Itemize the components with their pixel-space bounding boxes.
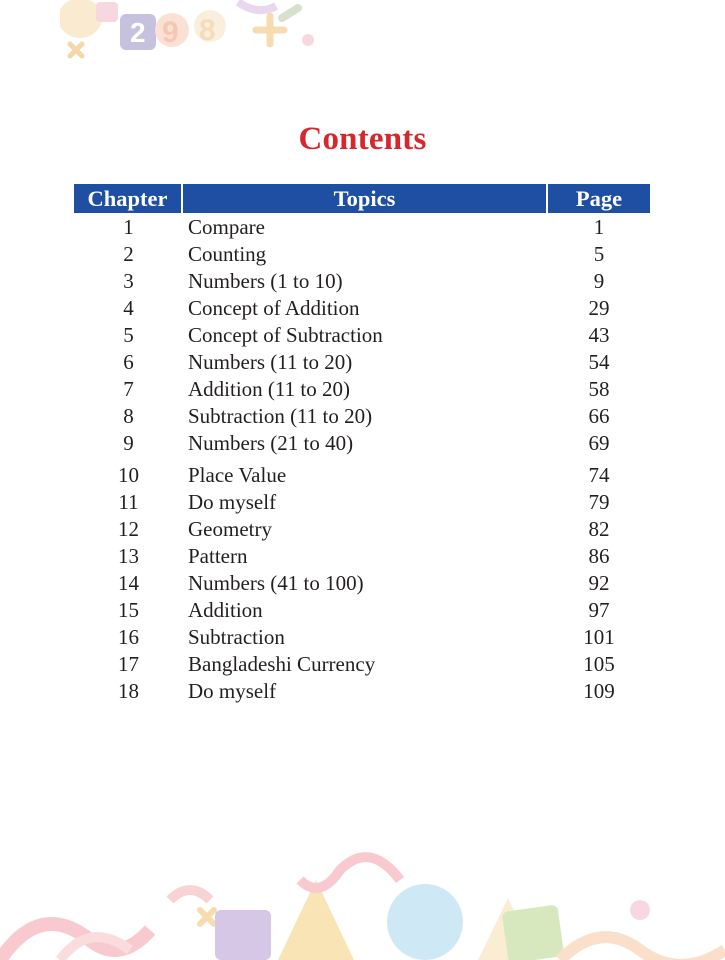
topic-title: Addition (11 to 20) — [188, 376, 350, 401]
chapter-number: 6 — [123, 349, 134, 374]
chapter-number: 5 — [123, 322, 134, 347]
svg-text:9: 9 — [162, 16, 179, 49]
topic-title: Counting — [188, 241, 267, 266]
chapter-number: 1 — [123, 214, 134, 239]
page-number: 86 — [588, 543, 610, 568]
chapter-number: 2 — [123, 241, 134, 266]
chapter-number: 3 — [123, 268, 134, 293]
page-number: 82 — [588, 516, 610, 541]
page-number: 5 — [593, 241, 605, 266]
header-chapter: Chapter — [74, 184, 181, 213]
top-decoration — [60, 0, 330, 62]
toc-row — [74, 376, 650, 402]
toc-row — [74, 241, 650, 267]
chapter-number: 18 — [118, 678, 139, 703]
page-number: 101 — [583, 624, 615, 649]
header-topics: Topics — [183, 184, 546, 213]
topic-title: Concept of Subtraction — [188, 322, 383, 347]
chapter-number: 13 — [118, 543, 139, 568]
topic-title: Do myself — [188, 678, 277, 703]
toc-row — [74, 624, 650, 650]
topic-title: Numbers (41 to 100) — [188, 570, 364, 595]
page-number: 97 — [588, 597, 610, 622]
chapter-number: 4 — [123, 295, 134, 320]
page-number: 109 — [583, 678, 615, 703]
chapter-number: 7 — [123, 376, 134, 401]
topic-title: Pattern — [188, 543, 248, 568]
topic-title: Numbers (11 to 20) — [188, 349, 353, 374]
page-number: 43 — [588, 322, 610, 347]
header-page: Page — [548, 184, 650, 213]
chapter-number: 8 — [123, 403, 134, 428]
chapter-number: 11 — [118, 489, 139, 514]
chapter-number: 10 — [118, 462, 139, 487]
topic-title: Numbers (21 to 40) — [188, 430, 354, 455]
toc-row — [74, 651, 650, 677]
toc-row — [74, 295, 650, 321]
chapter-number: 12 — [118, 516, 139, 541]
toc-row — [74, 322, 650, 348]
toc-row — [74, 349, 650, 375]
page-number: 58 — [588, 376, 610, 401]
toc-row — [74, 516, 650, 542]
topic-title: Compare — [188, 214, 265, 239]
page-title: Contents — [298, 121, 427, 157]
page-number: 69 — [588, 430, 610, 455]
bottom-decoration — [0, 840, 725, 960]
page-number: 1 — [593, 214, 605, 239]
chapter-number: 17 — [118, 651, 139, 676]
chapter-number: 16 — [118, 624, 139, 649]
topic-title: Bangladeshi Currency — [188, 651, 376, 676]
page-number: 79 — [588, 489, 610, 514]
chapter-number: 14 — [118, 570, 139, 595]
toc-row — [74, 462, 650, 488]
topic-title: Do myself — [188, 489, 277, 514]
page-number: 74 — [588, 462, 610, 487]
toc-row — [74, 430, 650, 456]
page-number: 92 — [588, 570, 610, 595]
toc-row — [74, 403, 650, 429]
topic-title: Numbers (1 to 10) — [188, 268, 343, 293]
topic-title: Place Value — [188, 462, 287, 487]
topic-title: Subtraction (11 to 20) — [188, 403, 373, 428]
topic-title: Geometry — [188, 516, 272, 541]
toc-row — [74, 268, 650, 294]
chapter-number: 15 — [118, 597, 139, 622]
topic-title: Concept of Addition — [188, 295, 360, 320]
page-number: 29 — [588, 295, 610, 320]
toc-row — [74, 543, 650, 569]
toc-header — [74, 184, 650, 213]
chapter-number: 9 — [123, 430, 134, 455]
toc-row — [74, 489, 650, 515]
page-number: 54 — [588, 349, 610, 374]
toc-row — [74, 597, 650, 623]
svg-text:2: 2 — [130, 17, 146, 48]
svg-text:8: 8 — [199, 14, 216, 47]
toc-row — [74, 678, 650, 704]
toc-row — [74, 570, 650, 596]
topic-title: Subtraction — [188, 624, 285, 649]
page-number: 66 — [588, 403, 610, 428]
page-number: 9 — [593, 268, 605, 293]
topic-title: Addition — [188, 597, 263, 622]
page-number: 105 — [583, 651, 615, 676]
toc-row — [74, 214, 650, 240]
